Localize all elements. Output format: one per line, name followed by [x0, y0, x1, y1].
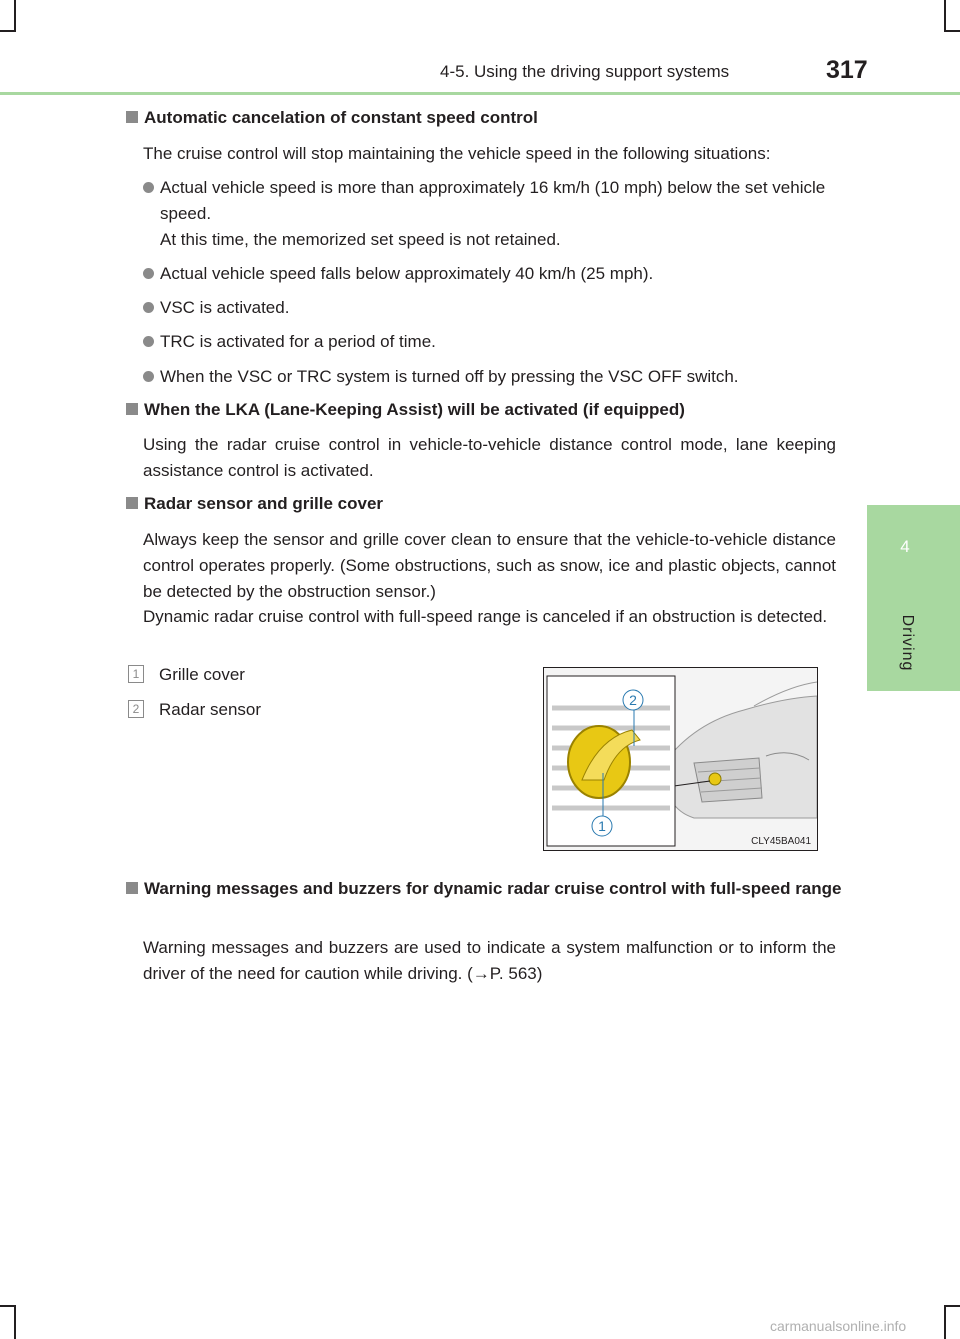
section-marker-icon	[126, 111, 138, 123]
paragraph: The cruise control will stop maintaining the vehicle speed in the following situations:	[143, 144, 771, 163]
paragraph: Using the radar cruise control in vehicle-to-vehicle distance control mode, lane keeping assistance control is activated.	[143, 435, 836, 480]
list-item-text: TRC is activated for a period of time.	[160, 332, 436, 351]
figure-code: CLY45BA041	[751, 836, 811, 847]
section-heading	[126, 400, 685, 420]
section-marker-icon	[126, 882, 138, 894]
crop-mark	[14, 1305, 16, 1339]
chapter-number: 4	[900, 537, 910, 556]
list-item-text: Actual vehicle speed falls below approximately 40 km/h (25 mph).	[160, 264, 654, 283]
crop-mark	[944, 30, 960, 32]
bullet-dot-icon	[143, 268, 154, 279]
list-item-note: At this time, the memorized set speed is not retained.	[160, 230, 561, 249]
section-heading-text: Radar sensor and grille cover	[144, 494, 384, 513]
legend-label: Radar sensor	[159, 700, 262, 719]
section-heading	[126, 876, 846, 902]
section-marker-icon	[126, 497, 138, 509]
bullet-dot-icon	[143, 182, 154, 193]
legend-item	[128, 665, 245, 685]
crop-mark	[944, 1305, 960, 1307]
figure-illustration	[544, 668, 817, 850]
list-item-text: VSC is activated.	[160, 298, 290, 317]
list-item	[143, 261, 843, 287]
legend-number: 2	[128, 700, 144, 718]
chapter-label: Driving	[899, 614, 916, 672]
bullet-dot-icon	[143, 302, 154, 313]
section-marker-icon	[126, 403, 138, 415]
section-heading-text: Warning messages and buzzers for dynamic radar cruise control with full-speed range	[144, 879, 842, 898]
list-item	[143, 329, 843, 355]
paragraph: Dynamic radar cruise control with full-speed range is canceled if an obstruction is detected.	[143, 607, 828, 626]
bullet-dot-icon	[143, 371, 154, 382]
running-header: 4-5. Using the driving support systems	[440, 62, 730, 81]
section-heading	[126, 494, 383, 514]
callout-number-2: 2	[629, 692, 637, 708]
bullet-dot-icon	[143, 336, 154, 347]
list-item-text: Actual vehicle speed is more than approximately 16 km/h (10 mph) below the set vehicle speed.	[160, 178, 826, 223]
section-heading	[126, 108, 538, 128]
section-heading-text: Automatic cancelation of constant speed control	[144, 108, 538, 127]
crop-mark	[0, 1305, 16, 1307]
header-rule	[0, 92, 960, 95]
radar-sensor-dot-icon	[709, 773, 721, 785]
list-item-text: When the VSC or TRC system is turned off by pressing the VSC OFF switch.	[160, 367, 739, 386]
crop-mark	[0, 30, 16, 32]
crop-mark	[944, 0, 946, 31]
paragraph: Always keep the sensor and grille cover clean to ensure that the vehicle-to-vehicle distance control operates properly. (Some obstructions, such as snow, ice and plastic objects, cannot be detected by the obstruction sensor.)	[143, 530, 836, 601]
radar-sensor-figure	[543, 667, 818, 851]
legend-label: Grille cover	[159, 665, 245, 684]
paragraph: Warning messages and buzzers are used to indicate a system malfunction or to inform the driver of the need for caution while driving. (→P. 563)	[143, 938, 836, 983]
page-number: 317	[826, 56, 868, 84]
callout-number-1: 1	[598, 818, 606, 834]
legend-item	[128, 700, 261, 720]
watermark: carmanualsonline.info	[770, 1318, 907, 1334]
crop-mark	[14, 0, 16, 31]
crop-mark	[944, 1305, 946, 1339]
section-heading-text: When the LKA (Lane-Keeping Assist) will be activated (if equipped)	[144, 400, 685, 419]
legend-number: 1	[128, 665, 144, 683]
list-item	[143, 364, 843, 390]
list-item	[143, 295, 843, 321]
list-item	[143, 175, 843, 253]
